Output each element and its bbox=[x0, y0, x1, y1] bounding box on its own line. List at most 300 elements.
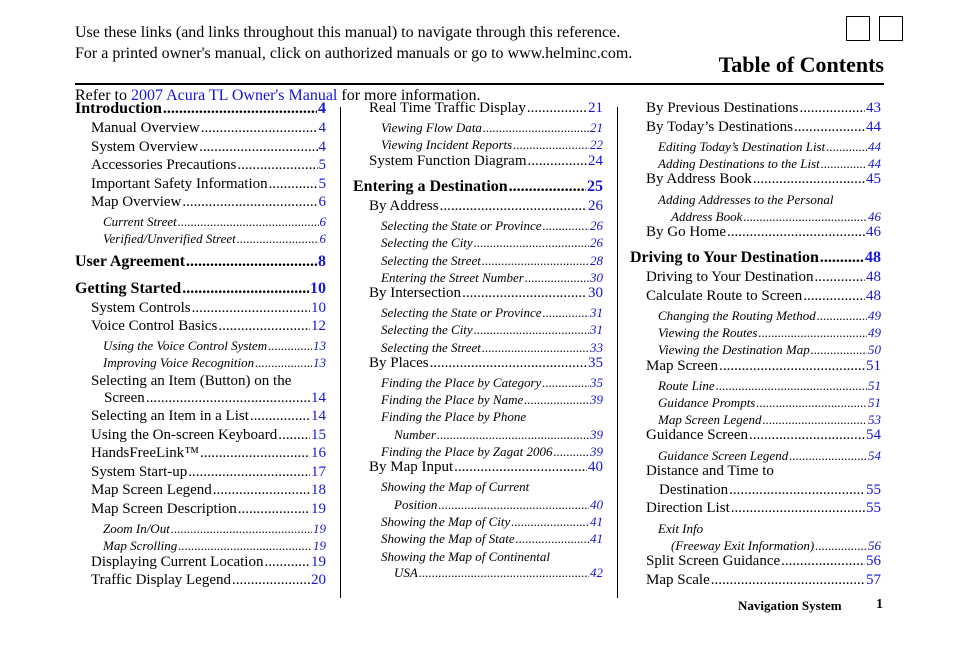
toc-entry[interactable] bbox=[381, 305, 603, 321]
page-link[interactable]: 51 bbox=[868, 395, 881, 410]
dot-leader bbox=[200, 445, 310, 462]
page-link[interactable]: 20 bbox=[311, 572, 326, 588]
dot-leader bbox=[255, 355, 312, 371]
dot-leader bbox=[731, 500, 865, 517]
page-link[interactable]: 19 bbox=[311, 501, 326, 517]
dot-leader bbox=[789, 448, 867, 464]
dot-leader bbox=[554, 444, 589, 460]
page-link[interactable]: 16 bbox=[311, 445, 326, 461]
page-link[interactable]: 28 bbox=[590, 253, 603, 268]
toc-entry-title: Finding the Place by Category bbox=[381, 375, 542, 390]
toc-entry[interactable] bbox=[369, 153, 603, 170]
page-link[interactable]: 44 bbox=[868, 139, 881, 154]
page-link[interactable]: 14 bbox=[311, 390, 326, 406]
page-link[interactable]: 5 bbox=[318, 176, 326, 192]
dot-leader bbox=[437, 427, 589, 443]
page-link[interactable]: 46 bbox=[866, 224, 881, 240]
prev-page-button[interactable] bbox=[846, 16, 870, 41]
toc-entry[interactable] bbox=[369, 355, 603, 372]
toc-entry[interactable] bbox=[91, 157, 326, 174]
dot-leader bbox=[269, 176, 318, 193]
toc-entry[interactable] bbox=[658, 325, 881, 341]
toc-entry-title: System Start-up bbox=[91, 464, 188, 480]
toc-entry[interactable] bbox=[646, 119, 881, 136]
dot-leader bbox=[719, 358, 865, 375]
toc-entry[interactable] bbox=[381, 392, 603, 408]
toc-entry[interactable] bbox=[103, 521, 326, 537]
toc-entry[interactable] bbox=[381, 253, 603, 269]
page-link[interactable]: 19 bbox=[313, 538, 326, 553]
dot-leader bbox=[749, 427, 865, 444]
page-link[interactable]: 55 bbox=[866, 482, 881, 498]
dot-leader bbox=[729, 482, 865, 499]
toc-entry[interactable] bbox=[91, 318, 326, 335]
toc-entry[interactable] bbox=[369, 459, 603, 476]
page-link[interactable]: 35 bbox=[590, 375, 603, 390]
toc-entry-title: Calculate Route to Screen bbox=[646, 288, 803, 304]
dot-leader bbox=[758, 325, 867, 341]
page-link[interactable]: 41 bbox=[590, 514, 603, 529]
toc-entry-title: Viewing Incident Reports bbox=[381, 137, 513, 152]
toc-entry-continued: Finding the Place by Phone bbox=[381, 409, 527, 424]
column-divider-2 bbox=[617, 107, 618, 598]
toc-entry[interactable] bbox=[103, 214, 326, 230]
toc-entry-title: Manual Overview bbox=[91, 120, 200, 136]
toc-entry[interactable] bbox=[658, 342, 881, 358]
page-link[interactable]: 41 bbox=[590, 531, 603, 546]
toc-entry-title: Split Screen Guidance bbox=[646, 553, 781, 569]
dot-leader bbox=[794, 119, 865, 136]
dot-leader bbox=[201, 120, 318, 137]
page-link[interactable]: 31 bbox=[590, 305, 603, 320]
toc-entry-title: User Agreement bbox=[75, 253, 186, 270]
dot-leader bbox=[146, 390, 310, 407]
toc-entry[interactable] bbox=[394, 497, 603, 513]
toc-entry-title: Map Screen bbox=[646, 358, 719, 374]
toc-entry[interactable] bbox=[381, 375, 603, 391]
toc-entry[interactable] bbox=[104, 390, 326, 407]
page-link[interactable]: 30 bbox=[588, 285, 603, 301]
page-link[interactable]: 19 bbox=[311, 554, 326, 570]
toc-entry-title: Selecting the Street bbox=[381, 253, 481, 268]
dot-leader bbox=[716, 378, 867, 394]
toc-entry-title: Zoom In/Out bbox=[103, 521, 170, 536]
toc-entry[interactable] bbox=[103, 231, 326, 247]
page-link[interactable]: 26 bbox=[588, 198, 603, 214]
dot-leader bbox=[542, 375, 589, 391]
toc-entry-title: Map Screen Legend bbox=[658, 412, 762, 427]
dot-leader bbox=[232, 572, 310, 589]
toc-section-heading[interactable] bbox=[75, 253, 326, 271]
refer-prefix: Refer to bbox=[75, 87, 131, 104]
toc-entry-title: Driving to Your Destination bbox=[646, 269, 814, 285]
dot-leader bbox=[178, 538, 312, 554]
page-link[interactable]: 31 bbox=[590, 322, 603, 337]
toc-entry[interactable] bbox=[646, 224, 881, 241]
page-link[interactable]: 39 bbox=[590, 392, 603, 407]
toc-entry-title: By Go Home bbox=[646, 224, 726, 240]
toc-entry[interactable] bbox=[394, 427, 603, 443]
column-divider-1 bbox=[340, 107, 341, 598]
dot-leader bbox=[430, 355, 587, 372]
toc-entry-title: Map Screen Description bbox=[91, 501, 237, 517]
toc-entry[interactable] bbox=[381, 218, 603, 234]
toc-entry[interactable] bbox=[658, 412, 881, 428]
toc-entry[interactable] bbox=[659, 482, 881, 499]
page-link[interactable]: 22 bbox=[590, 137, 603, 152]
toc-entry-title: Editing Today’s Destination List bbox=[658, 139, 826, 154]
dot-leader bbox=[182, 194, 317, 211]
toc-entry-title: Selecting the Street bbox=[381, 340, 481, 355]
dot-leader bbox=[826, 139, 867, 155]
footer-label: Navigation System bbox=[738, 598, 842, 613]
page-link[interactable]: 39 bbox=[590, 427, 603, 442]
page-link[interactable]: 13 bbox=[313, 338, 326, 353]
toc-entry[interactable] bbox=[381, 270, 603, 286]
toc-entry[interactable] bbox=[381, 137, 603, 153]
toc-section-heading[interactable] bbox=[353, 178, 603, 196]
dot-leader bbox=[527, 100, 587, 117]
dot-leader bbox=[817, 308, 867, 324]
toc-entry-title: Real Time Traffic Display bbox=[369, 100, 526, 116]
toc-entry[interactable] bbox=[646, 100, 881, 117]
toc-entry-title: Using the On-screen Keyboard bbox=[91, 427, 278, 443]
dot-leader bbox=[192, 300, 310, 317]
toc-entry[interactable] bbox=[658, 395, 881, 411]
dot-leader bbox=[525, 270, 589, 286]
toc-entry[interactable] bbox=[103, 538, 326, 554]
page-link[interactable]: 21 bbox=[588, 100, 603, 116]
page-link[interactable]: 33 bbox=[590, 340, 603, 355]
dot-leader bbox=[711, 572, 865, 589]
dot-leader bbox=[237, 157, 317, 174]
toc-entry-title: Selecting the City bbox=[381, 322, 473, 337]
toc-entry[interactable] bbox=[658, 448, 881, 464]
page-link[interactable]: 53 bbox=[868, 412, 881, 427]
toc-entry[interactable] bbox=[91, 139, 326, 156]
page-link[interactable]: 26 bbox=[590, 235, 603, 250]
page-title: Table of Contents bbox=[718, 52, 884, 77]
dot-leader bbox=[213, 482, 310, 499]
intro-text bbox=[75, 22, 632, 64]
toc-entry-title: Current Street bbox=[103, 214, 177, 229]
toc-entry[interactable] bbox=[369, 285, 603, 302]
dot-leader bbox=[462, 285, 587, 302]
next-page-button[interactable] bbox=[879, 16, 903, 41]
toc-entry[interactable] bbox=[91, 445, 326, 462]
toc-entry-title: System Function Diagram bbox=[369, 153, 527, 169]
page-link[interactable]: 44 bbox=[868, 156, 881, 171]
toc-entry[interactable] bbox=[91, 554, 326, 571]
page-link[interactable]: 30 bbox=[590, 270, 603, 285]
page-link[interactable]: 40 bbox=[590, 497, 603, 512]
page-link[interactable]: 55 bbox=[866, 500, 881, 516]
toc-entry[interactable] bbox=[91, 427, 326, 444]
page-link[interactable]: 15 bbox=[311, 427, 326, 443]
toc-entry[interactable] bbox=[646, 572, 881, 589]
page-link[interactable]: 4 bbox=[318, 120, 326, 136]
toc-entry-title: System Controls bbox=[91, 300, 191, 316]
page-link[interactable]: 48 bbox=[866, 288, 881, 304]
page-link[interactable]: 54 bbox=[868, 448, 881, 463]
dot-leader bbox=[513, 137, 589, 153]
toc-entry-title: Introduction bbox=[75, 100, 162, 117]
dot-leader bbox=[727, 224, 865, 241]
page-link[interactable]: 39 bbox=[590, 444, 603, 459]
toc-entry-title: Map Scrolling bbox=[103, 538, 178, 553]
toc-entry-title: Improving Voice Recognition bbox=[103, 355, 255, 370]
toc-entry[interactable] bbox=[658, 378, 881, 394]
page-link[interactable]: 19 bbox=[313, 521, 326, 536]
toc-entry[interactable] bbox=[646, 553, 881, 570]
page-link[interactable]: 10 bbox=[311, 300, 326, 316]
toc-entry[interactable] bbox=[658, 139, 881, 155]
dot-leader bbox=[543, 218, 589, 234]
toc-entry-title: Finding the Place by Name bbox=[381, 392, 524, 407]
toc-entry[interactable] bbox=[91, 176, 326, 193]
toc-entry-title: Screen bbox=[104, 390, 145, 406]
toc-entry[interactable] bbox=[381, 340, 603, 356]
dot-leader bbox=[509, 178, 586, 196]
toc-section-heading[interactable] bbox=[75, 280, 326, 298]
dot-leader bbox=[821, 156, 867, 172]
dot-leader bbox=[454, 459, 587, 476]
toc-entry[interactable] bbox=[394, 565, 603, 581]
page-link[interactable]: 45 bbox=[866, 171, 881, 187]
toc-entry[interactable] bbox=[91, 572, 326, 589]
dot-leader bbox=[482, 253, 589, 269]
toc-entry-title: By Today’s Destinations bbox=[646, 119, 794, 135]
dot-leader bbox=[268, 338, 312, 354]
dot-leader bbox=[815, 269, 865, 286]
toc-entry-title: Map Screen Legend bbox=[91, 482, 212, 498]
owners-manual-link[interactable]: 2007 Acura TL Owner's Manual bbox=[130, 87, 338, 104]
toc-entry[interactable] bbox=[381, 322, 603, 338]
header-divider bbox=[75, 83, 884, 85]
toc-entry[interactable] bbox=[91, 464, 326, 481]
toc-entry[interactable] bbox=[381, 120, 603, 136]
page-link[interactable]: 8 bbox=[318, 253, 326, 270]
toc-section-heading[interactable] bbox=[630, 249, 881, 267]
page-link[interactable]: 6 bbox=[319, 231, 326, 246]
page-link[interactable]: 12 bbox=[311, 318, 326, 334]
toc-entry-title: Direction List bbox=[646, 500, 730, 516]
dot-leader bbox=[820, 249, 864, 267]
toc-entry[interactable] bbox=[91, 408, 326, 425]
toc-entry-title: System Overview bbox=[91, 139, 199, 155]
toc-entry-title: Viewing the Destination Map bbox=[658, 342, 810, 357]
page-link[interactable]: 17 bbox=[311, 464, 326, 480]
toc-entry[interactable] bbox=[381, 235, 603, 251]
toc-entry-title: Guidance Screen Legend bbox=[658, 448, 789, 463]
page-link[interactable]: 42 bbox=[590, 565, 603, 580]
toc-entry-title: Verified/Unverified Street bbox=[103, 231, 236, 246]
toc-entry-continued: Exit Info bbox=[658, 521, 704, 536]
toc-entry[interactable] bbox=[646, 358, 881, 375]
dot-leader bbox=[803, 288, 865, 305]
dot-leader bbox=[756, 395, 867, 411]
dot-leader bbox=[483, 120, 589, 136]
toc-entry[interactable] bbox=[646, 500, 881, 517]
toc-entry-title: Position bbox=[394, 497, 438, 512]
toc-entry[interactable] bbox=[91, 120, 326, 137]
dot-leader bbox=[781, 553, 865, 570]
toc-entry[interactable] bbox=[671, 209, 881, 225]
page-link[interactable]: 49 bbox=[868, 325, 881, 340]
toc-entry-title: Route Line bbox=[658, 378, 715, 393]
dot-leader bbox=[474, 322, 589, 338]
toc-entry-title: Selecting an Item in a List bbox=[91, 408, 249, 424]
toc-entry-title: Changing the Routing Method bbox=[658, 308, 816, 323]
page-link[interactable]: 51 bbox=[866, 358, 881, 374]
dot-leader bbox=[264, 554, 310, 571]
toc-entry[interactable] bbox=[91, 501, 326, 518]
toc-entry[interactable] bbox=[91, 482, 326, 499]
page-link[interactable]: 57 bbox=[866, 572, 881, 588]
dot-leader bbox=[237, 231, 319, 247]
toc-entry-continued: Showing the Map of Current bbox=[381, 479, 530, 494]
toc-entry[interactable] bbox=[369, 198, 603, 215]
toc-entry[interactable] bbox=[671, 538, 881, 554]
dot-leader bbox=[163, 100, 317, 118]
toc-section-heading[interactable] bbox=[75, 100, 326, 118]
toc-entry-title: Map Overview bbox=[91, 194, 182, 210]
toc-entry-title: Displaying Current Location bbox=[91, 554, 264, 570]
page-link[interactable]: 4 bbox=[318, 139, 326, 155]
page-link[interactable]: 48 bbox=[865, 249, 881, 266]
toc-entry-continued: Selecting an Item (Button) on the bbox=[91, 373, 292, 389]
toc-entry-title: By Intersection bbox=[369, 285, 462, 301]
page-link[interactable]: 43 bbox=[866, 100, 881, 116]
dot-leader bbox=[438, 497, 589, 513]
page-link[interactable]: 6 bbox=[318, 194, 326, 210]
toc-entry-title: Address Book bbox=[671, 209, 743, 224]
toc-entry-title: Accessories Precautions bbox=[91, 157, 237, 173]
toc-entry[interactable] bbox=[91, 300, 326, 317]
toc-entry[interactable] bbox=[381, 444, 603, 460]
dot-leader bbox=[753, 171, 865, 188]
toc-entry-title: Map Scale bbox=[646, 572, 710, 588]
intro-line-1: Use these links (and links throughout this manual) to navigate through this reference. bbox=[75, 24, 621, 41]
toc-entry-continued: Adding Addresses to the Personal bbox=[658, 192, 834, 207]
page-link[interactable]: 49 bbox=[868, 308, 881, 323]
toc-entry[interactable] bbox=[658, 308, 881, 324]
toc-entry[interactable] bbox=[646, 427, 881, 444]
page-link[interactable]: 21 bbox=[590, 120, 603, 135]
toc-entry-continued: Showing the Map of Continental bbox=[381, 549, 550, 564]
toc-entry-title: By Places bbox=[369, 355, 429, 371]
toc-entry-title: Number bbox=[394, 427, 436, 442]
page-link[interactable]: 5 bbox=[318, 157, 326, 173]
toc-entry-title: Traffic Display Legend bbox=[91, 572, 231, 588]
dot-leader bbox=[815, 538, 867, 554]
dot-leader bbox=[171, 521, 312, 537]
page-number: 1 bbox=[876, 597, 883, 612]
dot-leader bbox=[440, 198, 587, 215]
page-link[interactable]: 24 bbox=[588, 153, 603, 169]
dot-leader bbox=[763, 412, 868, 428]
toc-entry[interactable] bbox=[381, 514, 603, 530]
toc-entry-title: (Freeway Exit Information) bbox=[671, 538, 815, 553]
page-link[interactable]: 4 bbox=[318, 100, 326, 117]
toc-entry-title: Selecting the State or Province bbox=[381, 218, 542, 233]
toc-entry-title: Entering a Destination bbox=[353, 178, 508, 195]
toc-entry-title: By Previous Destinations bbox=[646, 100, 799, 116]
toc-entry-title: Destination bbox=[659, 482, 729, 498]
dot-leader bbox=[188, 464, 310, 481]
toc-entry[interactable] bbox=[103, 355, 326, 371]
page-link[interactable]: 50 bbox=[868, 342, 881, 357]
dot-leader bbox=[482, 340, 589, 356]
dot-leader bbox=[528, 153, 588, 170]
page-link[interactable]: 6 bbox=[319, 214, 326, 229]
toc-entry-continued: Distance and Time to bbox=[646, 463, 774, 479]
dot-leader bbox=[218, 318, 310, 335]
toc-entry-title: USA bbox=[394, 565, 418, 580]
page-link[interactable]: 10 bbox=[310, 280, 326, 297]
page-link[interactable]: 14 bbox=[311, 408, 326, 424]
dot-leader bbox=[419, 565, 589, 581]
dot-leader bbox=[178, 214, 319, 230]
page-link[interactable]: 35 bbox=[588, 355, 603, 371]
page-link[interactable]: 25 bbox=[587, 178, 603, 195]
page-link[interactable]: 54 bbox=[866, 427, 881, 443]
toc-entry-title: Important Safety Information bbox=[91, 176, 268, 192]
dot-leader bbox=[199, 139, 317, 156]
toc-entry-title: Guidance Screen bbox=[646, 427, 749, 443]
page-link[interactable]: 44 bbox=[866, 119, 881, 135]
toc-entry[interactable] bbox=[646, 288, 881, 305]
toc-entry-title: Selecting the City bbox=[381, 235, 473, 250]
page-link[interactable]: 26 bbox=[590, 218, 603, 233]
toc-entry[interactable] bbox=[658, 156, 881, 172]
toc-entry[interactable] bbox=[103, 338, 326, 354]
dot-leader bbox=[250, 408, 310, 425]
toc-entry-title: Adding Destinations to the List bbox=[658, 156, 820, 171]
page-link[interactable]: 18 bbox=[311, 482, 326, 498]
toc-entry[interactable] bbox=[381, 531, 603, 547]
page-link[interactable]: 56 bbox=[866, 553, 881, 569]
toc-entry-title: By Address Book bbox=[646, 171, 752, 187]
toc-entry-title: HandsFreeLink™ bbox=[91, 445, 200, 461]
dot-leader bbox=[743, 209, 867, 225]
dot-leader bbox=[811, 342, 867, 358]
page-link[interactable]: 40 bbox=[588, 459, 603, 475]
dot-leader bbox=[511, 514, 589, 530]
dot-leader bbox=[278, 427, 310, 444]
dot-leader bbox=[524, 392, 589, 408]
toc-entry-title: Selecting the State or Province bbox=[381, 305, 542, 320]
dot-leader bbox=[182, 280, 309, 298]
toc-entry-title: Guidance Prompts bbox=[658, 395, 756, 410]
intro-line-2: For a printed owner's manual, click on authorized manuals or go to www.helminc.com. bbox=[75, 45, 633, 62]
toc-entry[interactable] bbox=[646, 269, 881, 286]
dot-leader bbox=[186, 253, 317, 271]
page-link[interactable]: 56 bbox=[868, 538, 881, 553]
page-link[interactable]: 51 bbox=[868, 378, 881, 393]
dot-leader bbox=[516, 531, 589, 547]
page-link[interactable]: 13 bbox=[313, 355, 326, 370]
toc-entry[interactable] bbox=[646, 171, 881, 188]
toc-entry[interactable] bbox=[369, 100, 603, 117]
toc-entry-title: Using the Voice Control System bbox=[103, 338, 268, 353]
toc-entry-title: By Map Input bbox=[369, 459, 454, 475]
toc-entry-title: Getting Started bbox=[75, 280, 182, 297]
toc-entry-title: Showing the Map of City bbox=[381, 514, 511, 529]
toc-entry[interactable] bbox=[91, 194, 326, 211]
page-link[interactable]: 48 bbox=[866, 269, 881, 285]
page-link[interactable]: 46 bbox=[868, 209, 881, 224]
